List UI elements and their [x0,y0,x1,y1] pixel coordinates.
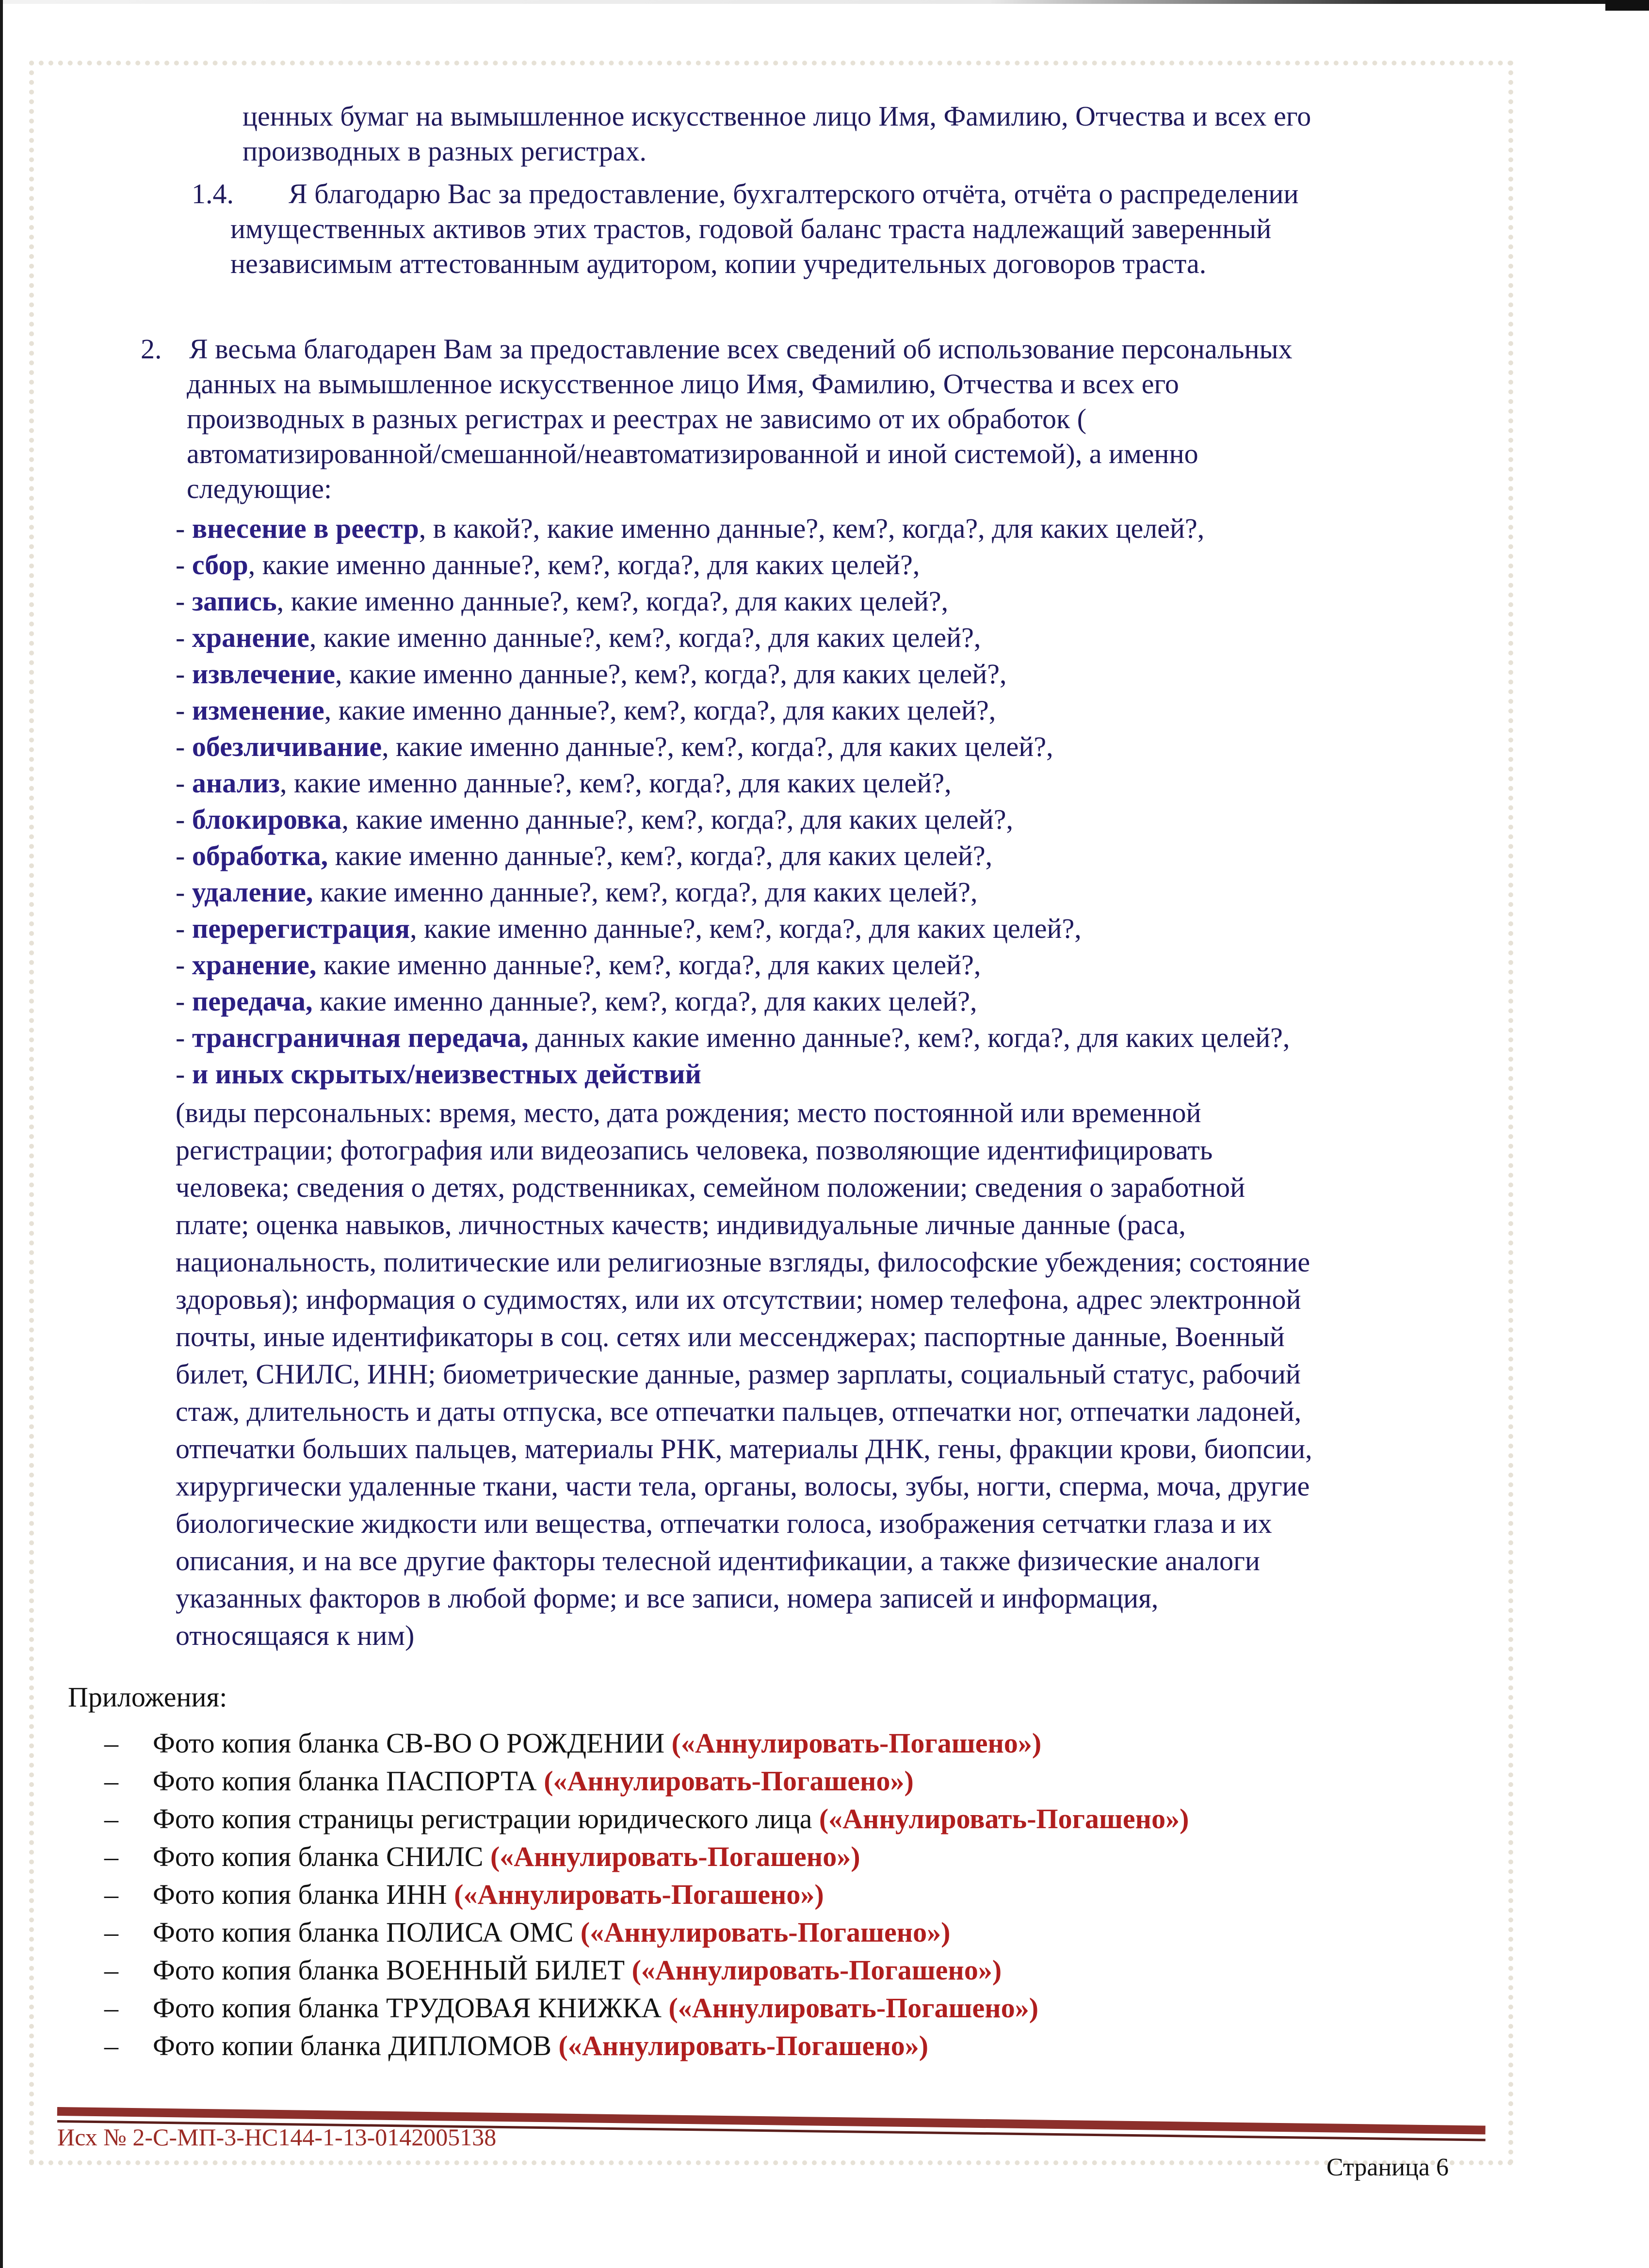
dash: - [176,804,192,835]
action-list-item [176,875,977,909]
paragraph-line [187,402,1086,436]
action-term: блокировка [192,804,342,835]
paragraph-line [242,134,647,168]
attachment-item [104,1802,1189,1836]
action-detail: , какие именно данные?, кем?, когда?, для каких целей?, [410,913,1082,944]
bullet-dash: – [104,1879,118,1910]
stamp-annulled: («Аннулировать-Погашено») [819,1803,1189,1834]
bullet-dash: – [104,1727,118,1759]
paragraph-line [176,1581,1158,1615]
text: ценных бумаг на вымышленное искусственное лицо Имя, Фамилию, Отчества и всех его [242,100,1311,132]
bullet-dash: – [104,1992,118,2024]
action-list-item [176,803,1013,836]
attachment-name: Фото копии бланка ДИПЛОМОВ [153,2030,559,2061]
action-list-item [176,584,948,618]
action-term: обработка, [192,840,328,871]
action-list-item [176,912,1082,946]
text: плате; оценка навыков, личностных качеств; индивидуальные личные данные (раса, [176,1209,1186,1240]
paragraph-line [176,1133,1212,1167]
action-term: и иных скрытых/неизвестных действий [192,1058,701,1090]
item-number: 2. [141,333,162,365]
action-detail: какие именно данные?, кем?, когда?, для каких целей?, [312,985,977,1017]
text: данных на вымышленное искусственное лицо Имя, Фамилию, Отчества и всех его [187,368,1179,400]
text: биологические жидкости или вещества, отпечатки голоса, изображения сетчатки глаза и их [176,1508,1272,1539]
stamp-annulled: («Аннулировать-Погашено») [490,1841,860,1872]
paragraph-line [187,472,332,506]
footer-reference: Исх № 2-С-МП-3-НС144-1-13-0142005138 [57,2123,497,2151]
paragraph-line [176,1283,1301,1317]
dash: - [176,622,192,653]
text: описания, и на все другие факторы телесной идентификации, а также физические аналоги [176,1545,1260,1576]
dash: - [176,513,192,544]
attachment-item [104,1953,1002,1987]
dash: - [176,876,192,908]
dash: - [176,1022,192,1053]
action-term: внесение в реестр [192,513,419,544]
stamp-annulled: («Аннулировать-Погашено») [580,1916,951,1948]
attachment-item [104,1915,950,1949]
scan-edge-top [0,0,1649,4]
paragraph-line [187,367,1179,401]
paragraph-line [176,1357,1301,1391]
stamp-annulled: («Аннулировать-Погашено») [631,1954,1002,1986]
paragraph-line [176,1469,1310,1503]
action-detail: , в какой?, какие именно данные?, кем?, когда?, для каких целей?, [419,513,1205,544]
action-list-item [176,1057,701,1091]
bullet-dash: – [104,1916,118,1948]
paragraph-line [176,1171,1245,1205]
action-term: анализ [192,767,280,799]
paragraph-line [192,177,1299,211]
text: производных в разных регистрах и реестрах не зависимо от их обработок ( [187,403,1087,434]
paragraph-line [176,1208,1186,1242]
dash: - [176,658,192,690]
dash: - [176,694,192,726]
action-detail: данных какие именно данные?, кем?, когда?, для каких целей?, [528,1022,1290,1053]
action-term: обезличивание [192,731,382,762]
paragraph-line [230,212,1271,246]
stamp-annulled: («Аннулировать-Погашено») [544,1765,914,1797]
text: регистрации; фотография или видеозапись человека, позволяющие идентифицировать [176,1134,1213,1166]
bullet-dash: – [104,2030,118,2061]
text: билет, СНИЛС, ИНН; биометрические данные, размер зарплаты, социальный статус, рабочий [176,1358,1301,1390]
text: хирургически удаленные ткани, части тела, органы, волосы, зубы, ногти, сперма, моча, другие [176,1470,1310,1502]
paragraph-line [176,1245,1310,1279]
dash: - [176,585,192,617]
text: здоровья); информация о судимостях, или их отсутствии; номер телефона, адрес электронной [176,1284,1301,1315]
paragraph-line [141,332,1293,366]
paragraph-line [176,1320,1285,1354]
scan-edge-corner [1605,0,1649,11]
action-list-item [176,548,920,582]
stamp-annulled: («Аннулировать-Погашено») [668,1992,1039,2024]
attachment-name: Фото копия бланка ВОЕННЫЙ БИЛЕТ [153,1954,632,1986]
action-term: передача, [192,985,313,1017]
stamp-annulled: («Аннулировать-Погашено») [454,1879,824,1910]
text: имущественных активов этих трастов, годовой баланс траста надлежащий заверенный [230,213,1272,244]
text: Я весьма благодарен Вам за предоставление всех сведений об использование персональных [189,333,1293,365]
heading: Приложения: [68,1681,227,1713]
stamp-annulled: («Аннулировать-Погашено») [558,2030,929,2061]
action-list-item [176,984,977,1018]
scan-edge-left [0,0,3,2268]
attachment-item [104,1878,824,1912]
action-detail: какие именно данные?, кем?, когда?, для каких целей?, [328,840,993,871]
text: национальность, политические или религиозные взгляды, философские убеждения; состояние [176,1246,1310,1278]
text: следующие: [187,473,332,504]
action-list-item [176,657,1007,691]
paragraph-line [176,1395,1301,1429]
text: указанных факторов в любой форме; и все записи, номера записей и информация, [176,1582,1159,1614]
action-list-item [176,693,996,727]
action-term: сбор [192,549,248,580]
attachment-item [104,1764,914,1798]
text: Я благодарю Вас за предоставление, бухгалтерского отчёта, отчёта о распределении [289,178,1299,209]
action-list-item [176,512,1204,546]
attachments-heading [68,1680,227,1714]
dash: - [176,840,192,871]
action-term: хранение, [192,949,317,981]
text: (виды персональных: время, место, дата рождения; место постоянной или временной [176,1097,1201,1128]
text: автоматизированной/смешанной/неавтоматизированной и иной системой), а именно [187,438,1198,469]
action-list-item [176,730,1053,764]
action-detail: , какие именно данные?, кем?, когда?, для каких целей?, [341,804,1013,835]
dash: - [176,985,192,1017]
attachment-item [104,1840,860,1874]
attachment-name: Фото копия бланка ПОЛИСА ОМС [153,1916,581,1948]
paragraph-line [187,437,1198,471]
paragraph-line [176,1432,1312,1466]
text: независимым аттестованным аудитором, копии учредительных договоров траста. [230,248,1207,279]
attachment-name: Фото копия бланка ИНН [153,1879,454,1910]
text: стаж, длительность и даты отпуска, все отпечатки пальцев, отпечатки ног, отпечатки ладоней, [176,1396,1302,1427]
item-number: 1.4. [192,178,234,209]
attachment-name: Фото копия бланка СНИЛС [153,1841,490,1872]
action-detail: какие именно данные?, кем?, когда?, для каких целей?, [313,876,978,908]
action-list-item [176,766,952,800]
action-detail: , какие именно данные?, кем?, когда?, для каких целей?, [382,731,1053,762]
dash: - [176,949,192,981]
stamp-annulled: («Аннулировать-Погашено») [671,1727,1042,1759]
action-term: запись [192,585,277,617]
action-term: изменение [192,694,324,726]
attachment-item [104,1726,1041,1760]
paragraph-line [242,99,1311,133]
attachment-name: Фото копия бланка ТРУДОВАЯ КНИЖКА [153,1992,669,2024]
action-detail: какие именно данные?, кем?, когда?, для каких целей?, [316,949,981,981]
action-detail: , какие именно данные?, кем?, когда?, для каких целей?, [248,549,920,580]
attachment-item [104,2029,928,2063]
action-list-item [176,621,981,655]
footer-page-number: Страница 6 [1326,2154,1449,2181]
action-detail: , какие именно данные?, кем?, когда?, для каких целей?, [324,694,996,726]
bullet-dash: – [104,1954,118,1986]
bullet-dash: – [104,1765,118,1797]
attachment-name: Фото копия бланка ПАСПОРТА [153,1765,544,1797]
attachment-name: Фото копия страницы регистрации юридического лица [153,1803,819,1834]
dash: - [176,549,192,580]
action-list-item [176,948,981,982]
bullet-dash: – [104,1803,118,1834]
paragraph-line [230,247,1206,281]
action-detail: , какие именно данные?, кем?, когда?, для каких целей?, [276,585,949,617]
text: человека; сведения о детях, родственниках, семейном положении; сведения о заработной [176,1172,1245,1203]
action-term: перерегистрация [192,913,410,944]
paragraph-line [176,1619,414,1653]
action-detail: , какие именно данные?, кем?, когда?, для каких целей?, [335,658,1007,690]
action-term: удаление, [192,876,313,908]
action-term: трансграничная передача, [192,1022,529,1053]
action-term: извлечение [192,658,335,690]
text: почты, иные идентификаторы в соц. сетях или мессенджерах; паспортные данные, Военный [176,1321,1285,1352]
action-detail: , какие именно данные?, кем?, когда?, для каких целей?, [280,767,952,799]
paragraph-line [176,1544,1260,1578]
paragraph-line [176,1507,1272,1541]
paragraph-line [176,1096,1201,1130]
dash: - [176,731,192,762]
attachment-item [104,1991,1038,2025]
text: производных в разных регистрах. [242,135,647,167]
action-list-item [176,1021,1290,1055]
action-detail: , какие именно данные?, кем?, когда?, для каких целей?, [309,622,981,653]
text: отпечатки больших пальцев, материалы РНК, материалы ДНК, гены, фракции крови, биопсии, [176,1433,1312,1464]
text: относящаяся к ним) [176,1620,415,1651]
action-term: хранение [192,622,309,653]
dash: - [176,767,192,799]
bullet-dash: – [104,1841,118,1872]
dash: - [176,1058,192,1090]
attachment-name: Фото копия бланка СВ-ВО О РОЖДЕНИИ [153,1727,672,1759]
action-list-item [176,839,992,873]
dash: - [176,913,192,944]
